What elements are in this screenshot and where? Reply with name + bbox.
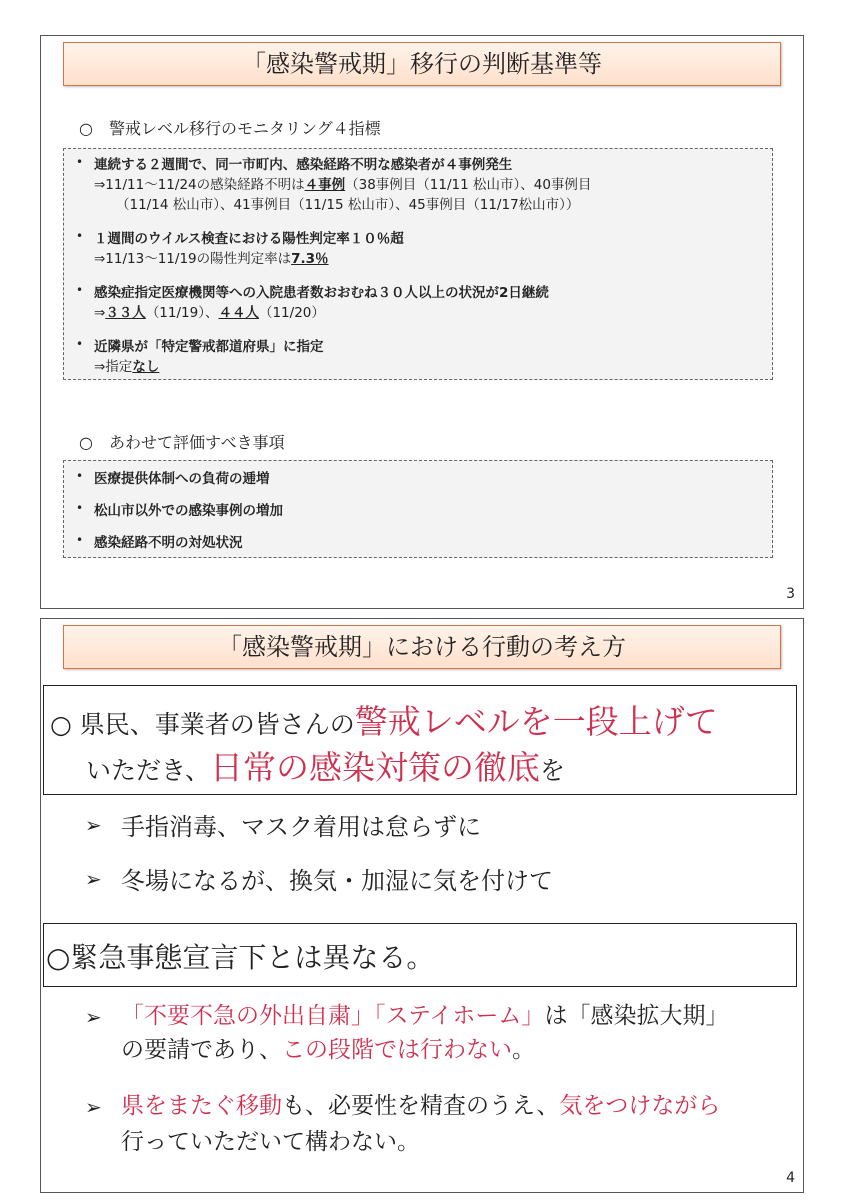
note-2-line-1 [121,1087,720,1120]
principle-text: いただき、 [86,756,211,785]
indicator-1-detail-text: ⇒11/11～11/24の感染経路不明は [94,177,305,193]
principle-text: 県民、事業者の皆さんの [79,710,355,739]
arrow-bullet-icon: ➢ [85,1005,102,1029]
indicator-1-detail-cont: （11/14 松山市）、41事例目（11/15 松山市）、45事例目（11/17松山市）） [116,197,580,213]
bullet: • [76,501,84,515]
principle-emphasis: 警戒レベルを一段上げて [354,702,718,741]
arrow-bullet-icon: ➢ [85,867,102,891]
section-heading-monitoring: ○ 警戒レベル移行のモニタリング４指標 [79,119,381,138]
action-item: 冬場になるが、換気・加湿に気を付けて [121,867,553,895]
indicator-1-detail [94,173,591,193]
indicator-3-detail-text: ⇒ [94,305,106,321]
note-text: は「感染拡大期」 [544,1003,729,1029]
note-emphasis: この段階では行わない [282,1037,512,1063]
note-text: 。 [512,1037,535,1063]
arrow-bullet-icon: ➢ [85,813,102,837]
indicator-3-value: ３３人 [105,305,146,321]
indicator-3-detail-text: （11/20） [258,305,325,321]
indicator-1-value: ４事例 [304,177,346,193]
indicator-1-title: 連続する２週間で、同一市町内、感染経路不明な感染者が４事例発生 [94,157,513,173]
bullet: • [76,155,84,169]
indicator-2-value: 7.3％ [291,251,329,267]
principle-line-2 [86,742,565,789]
indicator-4-detail [94,355,159,375]
indicator-3-detail-text: （11/19）、 [145,305,219,321]
indicator-2-detail [94,247,329,267]
assessment-item: 松山市以外での感染事例の増加 [94,503,283,519]
assessment-item: 医療提供体制への負荷の逓増 [94,471,270,487]
indicator-4-value: なし [132,359,160,375]
slide-3 [40,35,804,609]
action-item: 手指消毒、マスク着用は怠らずに [121,813,481,841]
slide-title: 「感染警戒期」における行動の考え方 [63,625,781,669]
arrow-bullet-icon: ➢ [85,1095,102,1119]
circle-icon: ○ [50,710,72,739]
emergency-box [43,923,797,987]
indicator-1-detail-text: （38事例目（11/11 松山市）、40事例目 [345,177,592,193]
note-emphasis: 県をまたぐ移動 [121,1093,282,1119]
indicator-4-detail-text: ⇒指定 [94,359,133,375]
emergency-text: ○緊急事態宣言下とは異なる。 [46,941,435,974]
indicator-2-detail-text: ⇒11/13～11/19の陽性判定率は [94,251,292,267]
note-1-line-1 [121,997,728,1030]
note-2-line-2: 行っていただいて構わない。 [121,1129,420,1155]
indicator-3-title: 感染症指定医療機関等への入院患者数おおむね３０人以上の状況が2日継続 [94,285,549,301]
note-text: も、必要性を精査のうえ、 [282,1093,560,1119]
note-emphasis: 「不要不急の外出自粛」「ステイホーム」 [121,1003,545,1029]
bullet: • [76,469,84,483]
section-heading-assessment: ○ あわせて評価すべき事項 [79,433,285,452]
page-number: 3 [786,586,795,602]
indicator-3-value: ４４人 [218,305,259,321]
note-text: の要請であり、 [121,1037,282,1063]
principle-text: を [540,756,566,785]
principle-box [43,685,797,795]
bullet: • [76,283,84,297]
note-emphasis: 気をつけながら [559,1093,721,1119]
bullet: • [76,337,84,351]
bullet: • [76,533,84,547]
principle-line-1 [50,696,718,743]
indicator-3-detail [94,301,325,321]
note-1-line-2 [121,1031,535,1064]
indicator-4-title: 近隣県が「特定警戒都道府県」に指定 [94,339,324,355]
assessment-items-box [63,460,773,558]
assessment-item: 感染経路不明の対処状況 [94,535,243,551]
bullet: • [76,229,84,243]
slide-title: 「感染警戒期」移行の判断基準等 [63,42,781,86]
page-number: 4 [786,1170,795,1186]
principle-emphasis: 日常の感染対策の徹底 [210,748,541,787]
slide-4 [40,618,804,1193]
indicator-2-title: １週間のウイルス検査における陽性判定率１０％超 [94,231,404,247]
monitoring-indicators-box [63,148,773,380]
